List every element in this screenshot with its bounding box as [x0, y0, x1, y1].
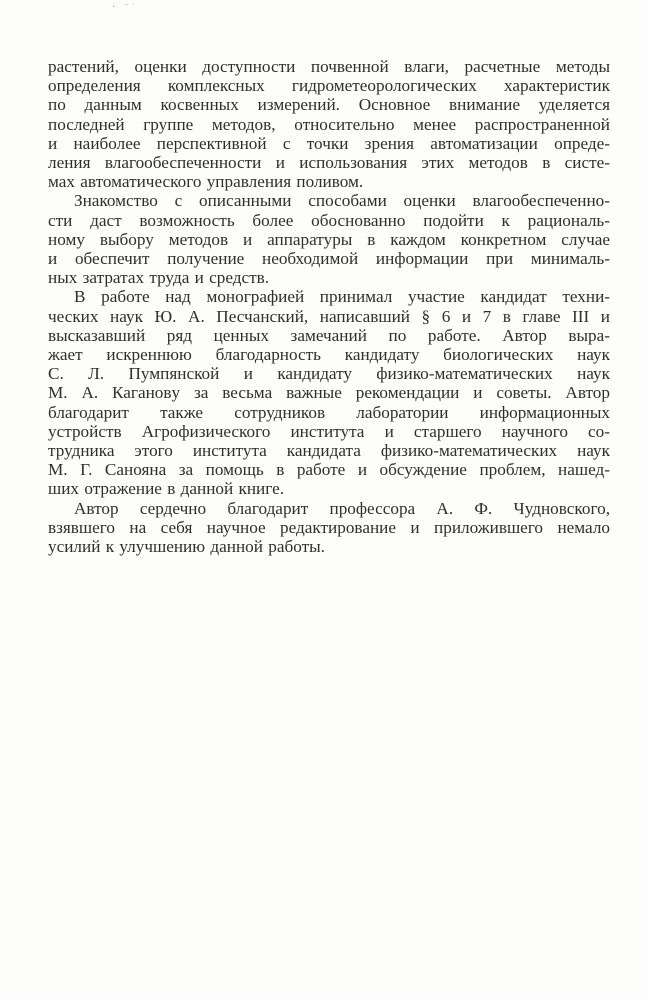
paragraph-1	[48, 57, 610, 191]
text-line: и наиболее перспективной с точки зрения автоматизации опреде-	[48, 133, 610, 153]
text-line: М. А. Кагановy за весьма важные рекомендации и советы. Автор	[48, 383, 610, 403]
text-line: М. Г. Саноянa за помощь в работе и обсуждение проблем, нашед-	[48, 460, 610, 480]
text-line: усилий к улучшению данной работы.	[48, 537, 325, 557]
text-line: В работе над монографией принимал участие кандидат техни-	[74, 287, 610, 307]
text-line: устройств Агрофизического института и старшего научного со-	[48, 421, 610, 441]
text-line: и обеспечит получение необходимой информации при минималь-	[48, 249, 610, 269]
body-text	[48, 57, 610, 556]
text-line: ления влагообеспеченности и использования этих методов в систе-	[48, 153, 610, 173]
text-line: Автор сердечно благодарит профессора А. Ф. Чудновского,	[74, 498, 610, 518]
text-line: трудника этого института кандидата физико-математических наук	[48, 441, 610, 461]
paragraph-4	[48, 499, 610, 557]
text-line: по данным косвенных измерений. Основное внимание уделяется	[48, 95, 610, 115]
text-line: растений, оценки доступности почвенной влаги, расчетные методы	[48, 57, 610, 76]
text-line: ших отражение в данной книге.	[48, 479, 284, 499]
text-line: мах автоматического управления поливом.	[48, 172, 364, 192]
text-line: ческих наук Ю. А. Песчанский, написавший § 6 и 7 в главе III и	[48, 306, 610, 326]
paragraph-2	[48, 191, 610, 287]
page-mark: · ⁻ˈ	[112, 2, 139, 13]
text-line: Знакомство с описанными способами оценки влагообеспеченно-	[74, 191, 610, 211]
text-line: жает искреннюю благодарность кандидату биологических наук	[48, 345, 610, 365]
text-line: взявшего на себя научное редактирование и приложившего немало	[48, 517, 610, 537]
text-line: благодарит также сотрудников лаборатории информационных	[48, 402, 610, 422]
text-line: сти даст возможность более обоснованно подойти к рациональ-	[48, 210, 610, 230]
text-line: ному выбору методов и аппаратуры в каждом конкретном случае	[48, 229, 610, 249]
paragraph-3	[48, 287, 610, 498]
text-line: последней группе методов, относительно менее распространенной	[48, 114, 610, 134]
text-line: ных затратах труда и средств.	[48, 268, 270, 288]
text-line: высказавший ряд ценных замечаний по работе. Автор выра-	[48, 325, 610, 345]
text-line: определения комплексных гидрометеорологических характеристик	[48, 76, 610, 96]
text-line: С. Л. Пумпянской и кандидату физико-математических наук	[48, 364, 610, 384]
